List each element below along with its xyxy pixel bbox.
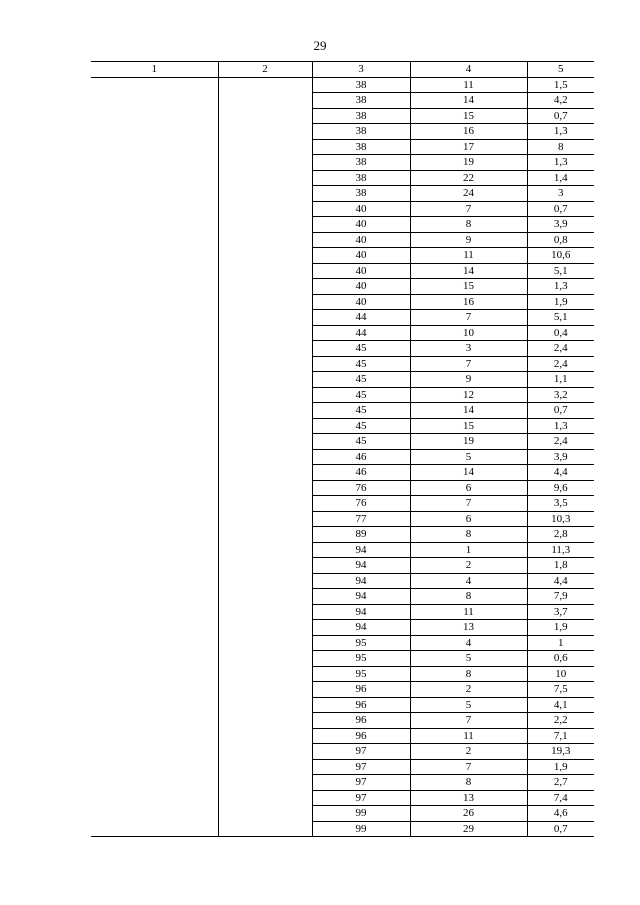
column-5-cell: 8 <box>527 139 594 155</box>
column-4-cell: 29 <box>410 821 527 837</box>
column-3-cell: 96 <box>312 697 410 713</box>
column-4-cell: 8 <box>410 666 527 682</box>
column-4-cell: 13 <box>410 790 527 806</box>
column-5-cell: 5,1 <box>527 310 594 326</box>
column-3-cell: 38 <box>312 170 410 186</box>
column-4-cell: 17 <box>410 139 527 155</box>
column-3-cell: 99 <box>312 806 410 822</box>
column-3-cell: 45 <box>312 434 410 450</box>
column-header-3: 3 <box>312 62 410 78</box>
column-3-cell: 38 <box>312 77 410 93</box>
column-5-cell: 4,4 <box>527 465 594 481</box>
column-4-cell: 2 <box>410 744 527 760</box>
column-3-cell: 77 <box>312 511 410 527</box>
column-5-cell: 2,4 <box>527 434 594 450</box>
column-5-cell: 1,4 <box>527 170 594 186</box>
column-3-cell: 40 <box>312 201 410 217</box>
column-5-cell: 7,5 <box>527 682 594 698</box>
column-3-cell: 97 <box>312 744 410 760</box>
column-4-cell: 9 <box>410 372 527 388</box>
column-5-cell: 1,1 <box>527 372 594 388</box>
column-4-cell: 6 <box>410 511 527 527</box>
column-3-cell: 45 <box>312 403 410 419</box>
column-4-cell: 3 <box>410 341 527 357</box>
column-5-cell: 2,4 <box>527 341 594 357</box>
column-5-cell: 10,3 <box>527 511 594 527</box>
column-5-cell: 7,1 <box>527 728 594 744</box>
column-3-cell: 45 <box>312 418 410 434</box>
column-5-cell: 1,9 <box>527 620 594 636</box>
column-5-cell: 9,6 <box>527 480 594 496</box>
column-5-cell: 0,7 <box>527 821 594 837</box>
column-3-cell: 46 <box>312 465 410 481</box>
column-3-cell: 40 <box>312 248 410 264</box>
column-5-cell: 3,2 <box>527 387 594 403</box>
column-5-cell: 10,6 <box>527 248 594 264</box>
column-header-5: 5 <box>527 62 594 78</box>
column-4-cell: 24 <box>410 186 527 202</box>
column-3-cell: 38 <box>312 186 410 202</box>
column-4-cell: 11 <box>410 604 527 620</box>
column-5-cell: 4,2 <box>527 93 594 109</box>
column-2-cell <box>218 77 312 837</box>
column-3-cell: 94 <box>312 573 410 589</box>
column-4-cell: 10 <box>410 325 527 341</box>
column-5-cell: 3,9 <box>527 217 594 233</box>
column-5-cell: 1,8 <box>527 558 594 574</box>
column-4-cell: 22 <box>410 170 527 186</box>
column-5-cell: 1,3 <box>527 124 594 140</box>
column-5-cell: 2,4 <box>527 356 594 372</box>
column-3-cell: 40 <box>312 232 410 248</box>
column-3-cell: 94 <box>312 620 410 636</box>
column-header-2: 2 <box>218 62 312 78</box>
table-row <box>91 77 594 93</box>
column-3-cell: 45 <box>312 356 410 372</box>
column-5-cell: 1,3 <box>527 279 594 295</box>
column-5-cell: 2,8 <box>527 527 594 543</box>
column-5-cell: 1,3 <box>527 155 594 171</box>
column-4-cell: 4 <box>410 635 527 651</box>
column-5-cell: 0,7 <box>527 403 594 419</box>
column-4-cell: 14 <box>410 403 527 419</box>
column-4-cell: 5 <box>410 651 527 667</box>
column-5-cell: 3,9 <box>527 449 594 465</box>
column-5-cell: 4,1 <box>527 697 594 713</box>
column-3-cell: 97 <box>312 790 410 806</box>
column-3-cell: 40 <box>312 217 410 233</box>
header-row <box>91 62 594 78</box>
page-number: 29 <box>313 38 327 53</box>
column-5-cell: 11,3 <box>527 542 594 558</box>
column-4-cell: 15 <box>410 108 527 124</box>
column-4-cell: 11 <box>410 77 527 93</box>
column-3-cell: 45 <box>312 372 410 388</box>
column-4-cell: 8 <box>410 589 527 605</box>
column-5-cell: 4,6 <box>527 806 594 822</box>
column-4-cell: 16 <box>410 124 527 140</box>
column-5-cell: 7,4 <box>527 790 594 806</box>
column-3-cell: 38 <box>312 108 410 124</box>
column-4-cell: 16 <box>410 294 527 310</box>
column-5-cell: 7,9 <box>527 589 594 605</box>
column-4-cell: 4 <box>410 573 527 589</box>
column-5-cell: 0,7 <box>527 108 594 124</box>
column-3-cell: 94 <box>312 589 410 605</box>
column-3-cell: 97 <box>312 759 410 775</box>
column-4-cell: 5 <box>410 449 527 465</box>
column-4-cell: 2 <box>410 682 527 698</box>
column-3-cell: 44 <box>312 310 410 326</box>
column-4-cell: 9 <box>410 232 527 248</box>
column-3-cell: 97 <box>312 775 410 791</box>
column-5-cell: 2,2 <box>527 713 594 729</box>
column-5-cell: 19,3 <box>527 744 594 760</box>
column-5-cell: 2,7 <box>527 775 594 791</box>
column-5-cell: 0,6 <box>527 651 594 667</box>
column-4-cell: 6 <box>410 480 527 496</box>
column-3-cell: 94 <box>312 604 410 620</box>
data-table <box>91 61 594 837</box>
column-5-cell: 3 <box>527 186 594 202</box>
column-3-cell: 44 <box>312 325 410 341</box>
column-3-cell: 76 <box>312 480 410 496</box>
column-4-cell: 15 <box>410 279 527 295</box>
column-5-cell: 1,9 <box>527 294 594 310</box>
column-4-cell: 7 <box>410 496 527 512</box>
column-4-cell: 26 <box>410 806 527 822</box>
column-4-cell: 7 <box>410 713 527 729</box>
column-5-cell: 1 <box>527 635 594 651</box>
column-3-cell: 40 <box>312 279 410 295</box>
column-4-cell: 8 <box>410 217 527 233</box>
column-3-cell: 96 <box>312 682 410 698</box>
column-3-cell: 96 <box>312 728 410 744</box>
column-5-cell: 0,8 <box>527 232 594 248</box>
column-header-4: 4 <box>410 62 527 78</box>
column-4-cell: 7 <box>410 310 527 326</box>
column-3-cell: 89 <box>312 527 410 543</box>
table-header <box>91 62 594 78</box>
column-4-cell: 8 <box>410 775 527 791</box>
column-4-cell: 12 <box>410 387 527 403</box>
column-3-cell: 45 <box>312 341 410 357</box>
column-4-cell: 15 <box>410 418 527 434</box>
column-3-cell: 76 <box>312 496 410 512</box>
column-3-cell: 40 <box>312 263 410 279</box>
column-4-cell: 11 <box>410 728 527 744</box>
column-3-cell: 38 <box>312 124 410 140</box>
column-4-cell: 19 <box>410 434 527 450</box>
column-3-cell: 99 <box>312 821 410 837</box>
column-5-cell: 1,9 <box>527 759 594 775</box>
column-3-cell: 38 <box>312 139 410 155</box>
column-3-cell: 96 <box>312 713 410 729</box>
column-3-cell: 40 <box>312 294 410 310</box>
column-4-cell: 7 <box>410 356 527 372</box>
column-4-cell: 13 <box>410 620 527 636</box>
column-3-cell: 45 <box>312 387 410 403</box>
column-4-cell: 19 <box>410 155 527 171</box>
column-5-cell: 3,5 <box>527 496 594 512</box>
column-5-cell: 4,4 <box>527 573 594 589</box>
column-4-cell: 8 <box>410 527 527 543</box>
column-3-cell: 94 <box>312 542 410 558</box>
column-5-cell: 3,7 <box>527 604 594 620</box>
column-5-cell: 5,1 <box>527 263 594 279</box>
column-4-cell: 1 <box>410 542 527 558</box>
column-4-cell: 2 <box>410 558 527 574</box>
column-4-cell: 14 <box>410 93 527 109</box>
column-1-cell <box>91 77 218 837</box>
column-4-cell: 7 <box>410 201 527 217</box>
column-3-cell: 94 <box>312 558 410 574</box>
column-3-cell: 38 <box>312 93 410 109</box>
column-5-cell: 1,5 <box>527 77 594 93</box>
column-5-cell: 0,4 <box>527 325 594 341</box>
column-4-cell: 14 <box>410 263 527 279</box>
column-3-cell: 38 <box>312 155 410 171</box>
column-3-cell: 95 <box>312 635 410 651</box>
column-3-cell: 46 <box>312 449 410 465</box>
column-4-cell: 5 <box>410 697 527 713</box>
column-5-cell: 0,7 <box>527 201 594 217</box>
column-5-cell: 10 <box>527 666 594 682</box>
column-3-cell: 95 <box>312 666 410 682</box>
column-4-cell: 11 <box>410 248 527 264</box>
column-header-1: 1 <box>91 62 218 78</box>
column-5-cell: 1,3 <box>527 418 594 434</box>
table-body <box>91 77 594 837</box>
column-4-cell: 7 <box>410 759 527 775</box>
column-3-cell: 95 <box>312 651 410 667</box>
column-4-cell: 14 <box>410 465 527 481</box>
